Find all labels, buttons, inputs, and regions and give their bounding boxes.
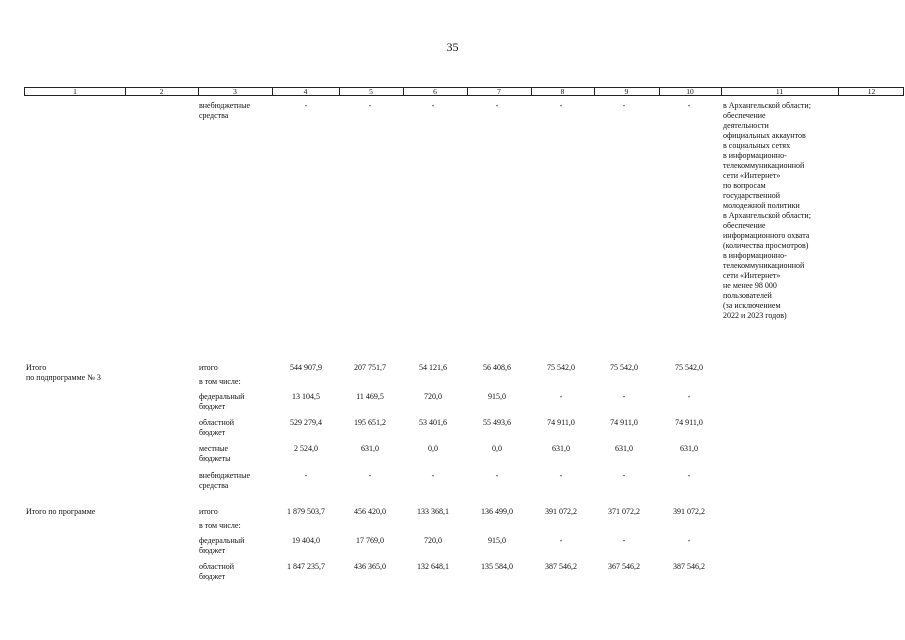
note-line: обеспечение [723,111,766,120]
subprogram3-row-value-col7: 0,0 [492,444,502,453]
note-line: сети «Интернет» [723,271,781,280]
program-total-row-value-col8: 387 546,2 [545,562,577,571]
page-number: 35 [446,40,459,54]
top-row-source-label: внебюджетные [199,101,250,110]
subprogram3-row-value-col6: 54 121,6 [419,363,447,372]
subprogram3-row-value-col4: 2 524,0 [294,444,318,453]
subprogram3-row-value-col5: - [368,471,372,480]
note-line: официальных аккаунтов [723,131,806,140]
program-total-row-value-col6: 720,0 [424,536,442,545]
header-cell-6: 6 [403,88,468,96]
header-cell-10: 10 [659,88,722,96]
program-total-row-value-col7: 135 584,0 [481,562,513,571]
program-total-row-value-col7: 915,0 [488,536,506,545]
program-total-row-value-col6: 133 368,1 [417,507,449,516]
top-row-value-col8: - [559,101,563,110]
subprogram3-row-value-col7: - [495,471,499,480]
note-line: 2022 и 2023 годов) [723,311,787,320]
subprogram3-row-source-label: внебюджетные [199,471,250,480]
program-total-row-value-col7: 136 499,0 [481,507,513,516]
note-line: деятельности [723,121,769,130]
subprogram3-row-value-col6: 53 401,6 [419,418,447,427]
program-total-row-value-col10: - [687,536,691,545]
subprogram3-row-value-col7: 56 408,6 [483,363,511,372]
subprogram3-row-value-col9: 75 542,0 [610,363,638,372]
program-total-row-value-col5: 436 365,0 [354,562,386,571]
subprogram3-row-value-col10: 74 911,0 [675,418,703,427]
note-line: в информационно- [723,251,787,260]
subprogram3-row-value-col10: 631,0 [680,444,698,453]
note-line: молодежной политики [723,201,800,210]
program-total-row-value-col9: 367 546,2 [608,562,640,571]
header-cell-3: 3 [198,88,273,96]
note-line: государственной [723,191,781,200]
subprogram3-row-value-col8: - [559,471,563,480]
note-line: в Архангельской области; [723,211,811,220]
program-total-row-value-col9: - [622,536,626,545]
subprogram3-row-value-col9: - [622,392,626,401]
header-cell-9: 9 [594,88,660,96]
note-line: (за исключением [723,301,781,310]
header-cell-2: 2 [125,88,199,96]
note-line: пользователей [723,291,772,300]
subprogram3-row-value-col4: 13 104,5 [292,392,320,401]
subprogram3-row-value-col8: - [559,392,563,401]
top-row-value-col6: - [431,101,435,110]
header-cell-4: 4 [272,88,340,96]
top-row-value-col9: - [622,101,626,110]
subprogram3-row-value-col10: 75 542,0 [675,363,703,372]
program-total-row-value-col4: 1 847 235,7 [287,562,325,571]
subprogram3-label: по подпрограмме № 3 [26,373,101,382]
subprogram3-row-value-col10: - [687,392,691,401]
subprogram3-label: Итого [26,363,47,372]
program-total-row-source-label: областной [199,562,235,571]
program-total-row-value-col5: 456 420,0 [354,507,386,516]
subprogram3-row-source-label: итого [199,363,218,372]
program-total-row-value-col10: 387 546,2 [673,562,705,571]
note-line: в информационно- [723,151,787,160]
subprogram3-row-value-col8: 74 911,0 [547,418,575,427]
note-line: по вопросам [723,181,766,190]
note-line: в Архангельской области; [723,101,811,110]
subprogram3-row-source-label: федеральный [199,392,245,401]
subprogram3-row-source-label: в том числе: [199,377,241,386]
top-row-value-col7: - [495,101,499,110]
top-row-value-col10: - [687,101,691,110]
program-total-row-value-col8: - [559,536,563,545]
program-total-row-value-col5: 17 769,0 [356,536,384,545]
program-total-row-value-col8: 391 072,2 [545,507,577,516]
table-header-row [24,87,904,96]
note-line: информационного охвата [723,231,810,240]
subprogram3-row-source-label: бюджеты [199,454,231,463]
note-line: в социальных сетях [723,141,791,150]
note-line: телекоммуникационной [723,261,805,270]
header-cell-11: 11 [721,88,839,96]
program-total-row-value-col4: 1 879 503,7 [287,507,325,516]
program-total-row-source-label: федеральный [199,536,245,545]
program-total-row-source-label: в том числе: [199,521,241,530]
subprogram3-row-value-col7: 915,0 [488,392,506,401]
subprogram3-row-value-col6: 720,0 [424,392,442,401]
subprogram3-row-value-col10: - [687,471,691,480]
subprogram3-row-value-col7: 55 493,6 [483,418,511,427]
note-line: обеспечение [723,221,766,230]
subprogram3-row-value-col5: 207 751,7 [354,363,386,372]
subprogram3-row-source-label: бюджет [199,402,226,411]
header-cell-5: 5 [339,88,404,96]
program-total-row-source-label: бюджет [199,546,226,555]
subprogram3-row-source-label: областной [199,418,235,427]
subprogram3-row-value-col4: 529 279,4 [290,418,322,427]
program-total-row-source-label: итого [199,507,218,516]
program-total-row-value-col6: 132 648,1 [417,562,449,571]
top-row-value-col5: - [368,101,372,110]
subprogram3-row-value-col5: 195 651,2 [354,418,386,427]
subprogram3-row-source-label: средства [199,481,229,490]
subprogram3-row-value-col8: 631,0 [552,444,570,453]
subprogram3-row-value-col6: 0,0 [428,444,438,453]
note-line: телекоммуникационной [723,161,805,170]
top-row-source-label: средства [199,111,229,120]
top-row-value-col4: - [304,101,308,110]
header-cell-12: 12 [867,87,876,96]
program-total-row-value-col4: 19 404,0 [292,536,320,545]
subprogram3-row-value-col5: 631,0 [361,444,379,453]
program-total-row-source-label: бюджет [199,572,226,581]
program-total-row-value-col9: 371 072,2 [608,507,640,516]
note-line: (количества просмотров) [723,241,809,250]
subprogram3-row-source-label: местные [199,444,229,453]
subprogram3-row-source-label: бюджет [199,428,226,437]
program-total-row-value-col10: 391 072,2 [673,507,705,516]
subprogram3-row-value-col5: 11 469,5 [356,392,384,401]
note-line: сети «Интернет» [723,171,781,180]
subprogram3-row-value-col8: 75 542,0 [547,363,575,372]
subprogram3-row-value-col9: - [622,471,626,480]
program-total-label: Итого по программе [26,507,96,516]
header-cell-7: 7 [467,88,532,96]
subprogram3-row-value-col4: 544 907,9 [290,363,322,372]
header-cell-1: 1 [25,88,126,96]
subprogram3-row-value-col6: - [431,471,435,480]
header-cell-8: 8 [531,88,595,96]
subprogram3-row-value-col9: 631,0 [615,444,633,453]
subprogram3-row-value-col9: 74 911,0 [610,418,638,427]
subprogram3-row-value-col4: - [304,471,308,480]
note-line: не менее 98 000 [723,281,777,290]
